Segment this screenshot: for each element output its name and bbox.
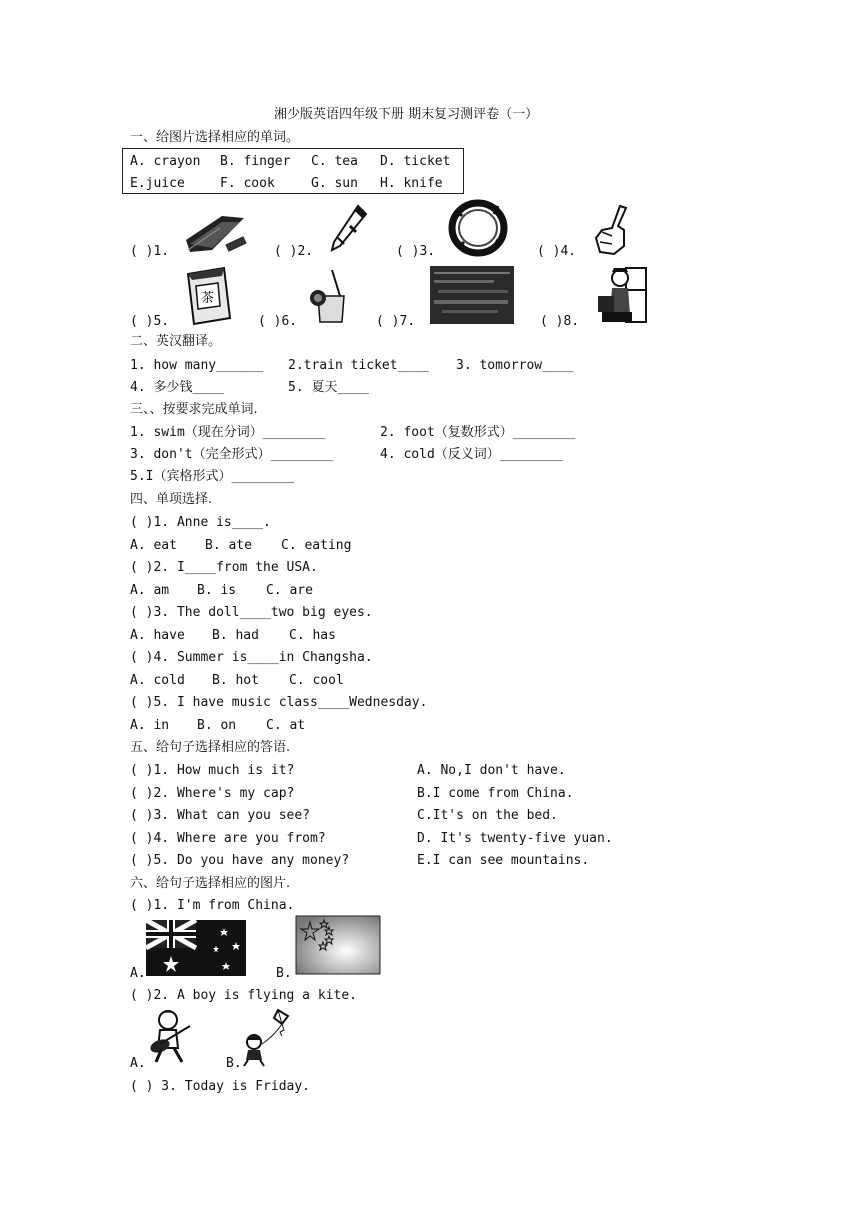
china-flag-icon [296,916,380,974]
mc-option: C. cool [289,673,344,688]
pic-item-2: ( )2. [274,244,314,259]
picture-question-2: ( )2. A boy is flying a kite. [130,988,357,1003]
mc-question-4: ( )4. Summer is____in Changsha. [130,650,373,665]
section-1-heading: 一、给图片选择相应的单词。 [130,130,300,145]
word-task-2: 2. foot（复数形式）________ [380,425,576,440]
match-answer-e: E.I can see mountains. [417,853,590,868]
match-answer-c: C.It's on the bed. [417,808,558,823]
pic-item-6: ( )6. [258,314,298,329]
section-4-heading: 四、单项选择. [130,492,213,507]
pic-item-5: ( )5. [130,314,170,329]
word-a: A. crayon [130,154,201,169]
word-task-4: 4. cold（反义词）________ [380,447,563,462]
match-answer-d: D. It's twenty-five yuan. [417,831,613,846]
match-question-3: ( )3. What can you see? [130,808,311,823]
mc-option: A. eat [130,538,177,553]
translate-4: 4. 多少钱____ [130,380,224,395]
section-5-heading: 五、给句子选择相应的答语. [130,740,291,755]
translate-1: 1. how many______ [130,358,264,373]
word-d: D. ticket [380,154,451,169]
translate-5: 5. 夏天____ [288,380,369,395]
pic-item-4: ( )4. [537,244,577,259]
sun-icon [448,200,508,256]
mc-option: B. on [197,718,237,733]
word-f: F. cook [220,176,275,191]
match-question-2: ( )2. Where's my cap? [130,786,295,801]
ticket-icon [428,264,516,326]
crayon-icon [328,202,372,254]
picture-option-a: A. [130,1056,146,1071]
tea-char: 茶 [201,291,215,306]
section-3-heading: 三、、按要求完成单词. [130,402,258,417]
match-question-1: ( )1. How much is it? [130,763,295,778]
mc-option: A. am [130,583,170,598]
picture-option-b: B. [276,966,292,981]
section-6-heading: 六、给句子选择相应的图片. [130,876,291,891]
word-task-3: 3. don't（完全形式）________ [130,447,334,462]
mc-option: A. cold [130,673,185,688]
mc-option: C. eating [281,538,352,553]
pic-item-1: ( )1. [130,244,170,259]
match-question-4: ( )4. Where are you from? [130,831,326,846]
mc-option: C. at [266,718,306,733]
match-answer-a: A. No,I don't have. [417,763,566,778]
mc-question-3: ( )3. The doll____two big eyes. [130,605,373,620]
mc-option: A. in [130,718,170,733]
pic-item-8: ( )8. [540,314,580,329]
mc-option: C. are [266,583,313,598]
picture-question-3: ( ) 3. Today is Friday. [130,1079,311,1094]
juice-icon [306,268,352,326]
finger-icon [590,202,636,256]
mc-question-2: ( )2. I____from the USA. [130,560,318,575]
word-task-5: 5.I（宾格形式）________ [130,469,295,484]
tea-bag-icon [182,264,234,326]
mc-question-5: ( )5. I have music class____Wednesday. [130,695,428,710]
picture-option-a: A. [130,966,146,981]
mc-option: C. has [289,628,336,643]
word-c: C. tea [311,154,358,169]
cook-icon [596,264,650,326]
pic-item-3: ( )3. [396,244,436,259]
mc-option: B. had [212,628,259,643]
word-e: E.juice [130,176,185,191]
picture-option-b: B. [226,1056,242,1071]
mc-question-1: ( )1. Anne is____. [130,515,271,530]
boy-flying-kite-icon [238,1008,292,1068]
word-h: H. knife [380,176,443,191]
mc-option: A. have [130,628,185,643]
knife-icon [182,210,252,254]
pic-item-7: ( )7. [376,314,416,329]
page-title: 湘少版英语四年级下册 期末复习测评卷（一） [274,107,539,122]
translate-3: 3. tomorrow____ [456,358,574,373]
mc-option: B. hot [212,673,259,688]
translate-2: 2.train ticket____ [288,358,429,373]
picture-question-1: ( )1. I'm from China. [130,898,295,913]
section-2-heading: 二、英汉翻译。 [130,334,222,349]
word-task-1: 1. swim（现在分词）________ [130,425,326,440]
australia-flag-icon [146,920,246,976]
word-b: B. finger [220,154,291,169]
match-answer-b: B.I come from China. [417,786,574,801]
mc-option: B. is [197,583,237,598]
word-g: G. sun [311,176,358,191]
mc-option: B. ate [205,538,252,553]
match-question-5: ( )5. Do you have any money? [130,853,350,868]
boy-playing-guitar-icon [146,1008,194,1064]
